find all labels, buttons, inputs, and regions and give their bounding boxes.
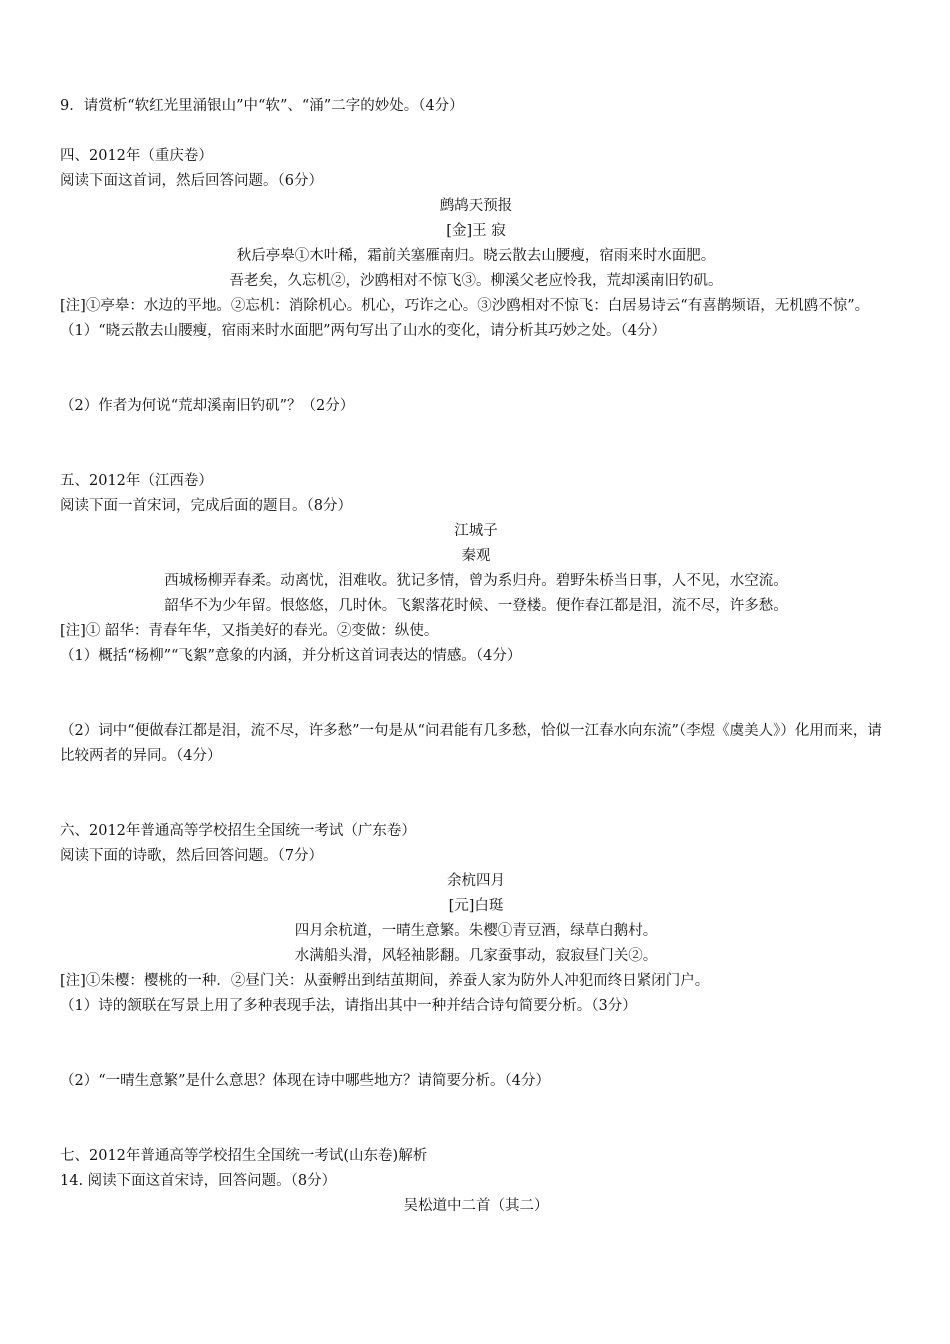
section-heading: 六、2012年普通高等学校招生全国统一考试（广东卷） <box>60 823 416 839</box>
poem-title: 鹧鸪天预报 <box>439 198 513 214</box>
document-page <box>60 94 892 1219</box>
sub-question-1: （1）“晓云散去山腰瘦，宿雨来时水面肥”两句写出了山水的变化，请分析其巧妙之处。（4分） <box>60 323 667 339</box>
poem-note: [注]①亭皋：水边的平地。②忘机：消除机心。机心，巧诈之心。③沙鸥相对不惊飞：白居易诗云“有喜鹊频语，无机鸥不惊”。 <box>60 298 870 314</box>
poem-line: 吾老矣，久忘机②，沙鸥相对不惊飞③。柳溪父老应怜我，荒却溪南旧钓矶。 <box>229 273 723 289</box>
section-instruction: 阅读下面一首宋词，完成后面的题目。（8分） <box>60 498 352 514</box>
section-heading: 五、2012年（江西卷） <box>60 473 213 489</box>
poem-author: [金]王 寂 <box>446 223 506 239</box>
poem-line: 四月余杭道，一晴生意繁。朱樱①青豆酒，绿草白鹅村。 <box>294 923 658 939</box>
poem-line: 水满船头滑，风轻袖影翻。几家蚕事动，寂寂昼门关②。 <box>294 948 658 964</box>
section-6 <box>60 819 892 1144</box>
question-9: 9．请赏析“软红光里涌银山”中“软”、“涌”二字的妙处。（4分） <box>60 98 464 114</box>
sub-question-1: （1）诗的颔联在写景上用了多种表现手法，请指出其中一种并结合诗句简要分析。（3分） <box>60 998 637 1014</box>
section-instruction: 14. 阅读下面这首宋诗，回答问题。（8分） <box>60 1173 337 1189</box>
poem-title: 吴松道中二首（其二） <box>403 1198 549 1214</box>
section-heading: 七、2012年普通高等学校招生全国统一考试(山东卷)解析 <box>60 1148 428 1164</box>
section-instruction: 阅读下面的诗歌，然后回答问题。（7分） <box>60 848 323 864</box>
poem-note: [注]① 韶华：青春年华，又指美好的春光。②变做：纵使。 <box>60 623 439 639</box>
poem-line: 西城杨柳弄春柔。动离忧，泪难收。犹记多情，曾为系归舟。碧野朱桥当日事，人不见，水空流。 <box>164 573 788 589</box>
section-5 <box>60 469 892 819</box>
section-4 <box>60 144 892 469</box>
sub-question-1: （1）概括“杨柳”“飞絮”意象的内涵，并分析这首词表达的情感。（4分） <box>60 648 522 664</box>
poem-note: [注]①朱樱：樱桃的一种．②昼门关：从蚕孵出到结茧期间，养蚕人家为防外人冲犯而终日紧闭门户。 <box>60 973 710 989</box>
sub-question-2: （2）词中“便做春江都是泪，流不尽，许多愁”一句是从“问君能有几多愁，恰似一江春水向东流”（李煜《虞美人》）化用而来，请比较两者的异同。（4分） <box>60 723 882 764</box>
sub-question-2: （2）作者为何说“荒却溪南旧钓矶”？（2分） <box>60 398 355 414</box>
poem-line: 秋后亭皋①木叶稀，霜前关塞雁南归。晓云散去山腰瘦，宿雨来时水面肥。 <box>236 248 716 264</box>
section-instruction: 阅读下面这首词，然后回答问题。（6分） <box>60 173 323 189</box>
poem-author: [元]白珽 <box>448 898 504 914</box>
poem-title: 江城子 <box>454 523 498 539</box>
poem-title: 余杭四月 <box>447 873 505 889</box>
sub-question-2: （2）“一晴生意繁”是什么意思？体现在诗中哪些地方？请简要分析。（4分） <box>60 1073 551 1089</box>
section-7 <box>60 1144 892 1219</box>
poem-author: 秦观 <box>461 548 491 564</box>
section-heading: 四、2012年（重庆卷） <box>60 148 213 164</box>
poem-line: 韶华不为少年留。恨悠悠，几时休。飞絮落花时候、一登楼。便作春江都是泪，流不尽，许多愁。 <box>164 598 788 614</box>
